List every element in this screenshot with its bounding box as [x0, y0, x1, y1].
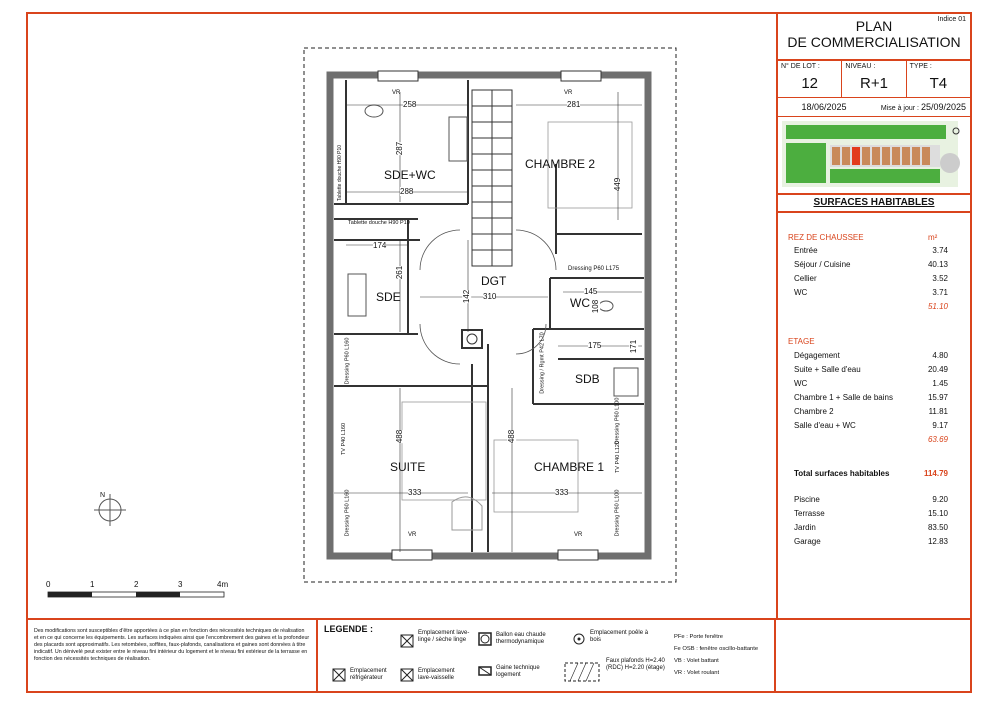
site-plan-thumbnail: [778, 117, 970, 195]
dim-261: 261: [395, 265, 405, 280]
note-dressing-suite-1: Dressing P60 L160: [344, 337, 351, 385]
lot-label: N° DE LOT :: [781, 63, 820, 70]
total-value: 114.79: [923, 469, 948, 478]
lave-linge-icon: [400, 634, 414, 648]
dim-258: 258: [403, 100, 417, 109]
rdc-row: [794, 288, 948, 297]
note-tablette-2: Tablette douche H90 P10: [348, 220, 410, 226]
row-value: 1.45: [932, 379, 948, 388]
row-name: Jardin: [794, 523, 816, 532]
vr-label-1: VR: [392, 90, 401, 96]
north-arrow: [94, 494, 126, 526]
surfaces-title: SURFACES HABITABLES: [813, 197, 935, 208]
surfaces-table: [778, 211, 970, 561]
window-3: [392, 550, 432, 560]
type-value: T4: [929, 75, 948, 92]
toilet-2: [599, 301, 613, 311]
dim-310: 310: [483, 292, 497, 301]
gaine-icon: [478, 666, 492, 676]
total-row: [794, 469, 948, 478]
window-1: [378, 71, 418, 81]
room-suite: SUITE: [390, 460, 426, 474]
scale-2: 2: [134, 580, 139, 589]
row-name: Chambre 2: [794, 407, 834, 416]
unit-label: m²: [928, 233, 938, 242]
niveau-label: NIVEAU :: [845, 63, 876, 70]
row-name: Terrasse: [794, 509, 825, 518]
legend: [318, 620, 776, 693]
note-tv-suite: TV P40 L160: [341, 422, 348, 456]
armchair-icon: [452, 497, 482, 530]
row-name: Entrée: [794, 246, 818, 255]
dim-108: 108: [591, 299, 601, 314]
title-line-2: DE COMMERCIALISATION: [787, 34, 961, 50]
row-name: Cellier: [794, 274, 817, 283]
dim-174: 174: [373, 241, 387, 250]
bed-suite: [402, 402, 486, 500]
legend-lave-vaisselle: Emplacement lave-vaisselle: [418, 668, 455, 681]
row-name: Chambre 1 + Salle de bains: [794, 393, 893, 402]
boiler-icon: [462, 330, 482, 348]
legend-vr: VR : Volet roulant: [674, 670, 720, 676]
lot-value: 12: [801, 75, 818, 92]
etage-subtotal-value: 63.69: [927, 435, 948, 444]
row-name: WC: [794, 379, 808, 388]
ballon-icon: [478, 632, 492, 646]
partitions: [334, 80, 644, 552]
poele-icon: [572, 632, 586, 646]
update-block: [870, 102, 970, 112]
disclaimer: Des modifications sont susceptibles d'être apportées à ce plan en fonction des nécessités techniques de réalisation et en ce qui concerne les équipements. Les surfaces indiquées ainsi que l'encombrement des gaines et la profondeur des placards sont approximatifs. Les retombées, soffites, faux-plafonds, canalisations et gaines sont données à titre indicatif. Un dénivelé peut exister entre le niveau fini intérieur du logement et le niveau fini extérieur de la terrasse en fonction des nécessités techniques de réalisation.: [28, 620, 318, 693]
etage-row: [794, 379, 948, 388]
date-row: [778, 98, 970, 117]
window-2: [561, 71, 601, 81]
dim-287: 287: [395, 141, 405, 156]
annexe-row: [794, 509, 948, 518]
scale-1: 1: [90, 580, 95, 589]
niveau-value: R+1: [860, 75, 888, 92]
rdc-row: [794, 274, 948, 283]
vr-label-4: VR: [574, 532, 583, 538]
legend-pfe: PFe : Porte fenêtre: [674, 634, 723, 640]
dim-175: 175: [588, 341, 602, 350]
floor-plan: [28, 14, 776, 618]
date: 18/06/2025: [801, 102, 847, 112]
row-name: WC: [794, 288, 808, 297]
room-sde: SDE: [376, 290, 401, 304]
etage-row: [794, 351, 948, 360]
rdc-row: [794, 246, 948, 255]
note-tv-c1: TV P40 L120: [615, 440, 622, 474]
legend-gaine: Gaine technique logement: [496, 665, 540, 678]
vanity-1: [449, 117, 467, 161]
room-sde-wc: SDE+WC: [384, 168, 436, 182]
row-value: 3.71: [932, 288, 948, 297]
etage-row: [794, 393, 948, 402]
legend-refrigerateur: Emplacement réfrigérateur: [350, 668, 387, 681]
row-value: 9.17: [932, 421, 948, 430]
row-value: 9.20: [932, 495, 948, 504]
lot-cell: [778, 61, 842, 97]
north-label: N: [100, 492, 106, 499]
lave-vaisselle-icon: [400, 668, 414, 682]
update-label: Mise à jour :: [880, 105, 919, 112]
legend-fe-osb: Fe OSB : fenêtre oscillo-battante: [674, 646, 759, 652]
etage-label: ETAGE: [788, 337, 815, 346]
etage-row: [794, 365, 948, 374]
row-value: 12.83: [927, 537, 948, 546]
site-plan-image: [778, 117, 968, 191]
row-name: Suite + Salle d'eau: [794, 365, 861, 374]
toilet-1: [365, 105, 383, 117]
dim-449: 449: [613, 177, 623, 192]
annexe-row: [794, 537, 948, 546]
vanity-3: [614, 368, 638, 396]
row-value: 4.80: [932, 351, 948, 360]
window-4: [558, 550, 598, 560]
note-dressing-c1a: Dressing P60 L100: [614, 397, 621, 445]
update-date: 25/09/2025: [920, 102, 966, 112]
row-name: Garage: [794, 537, 821, 546]
row-value: 40.13: [927, 260, 948, 269]
room-chambre1: CHAMBRE 1: [534, 460, 605, 474]
room-chambre2: CHAMBRE 2: [525, 157, 596, 171]
dim-142: 142: [462, 289, 472, 304]
scale-4m: 4m: [217, 580, 229, 589]
note-dressing-c2: Dressing P60 L175: [568, 266, 620, 272]
total-label: Total surfaces habitables: [794, 469, 890, 478]
dim-171: 171: [629, 339, 639, 354]
scale-bar: [48, 592, 224, 597]
legend-vb: VB : Volet battant: [674, 658, 719, 664]
room-dgt: DGT: [481, 274, 507, 288]
row-name: Salle d'eau + WC: [794, 421, 856, 430]
rdc-subtotal-value: 51.10: [927, 302, 948, 311]
legend-lave-linge: Emplacement lave-linge / sèche linge: [418, 630, 470, 643]
scale-3: 3: [178, 580, 183, 589]
refrigerateur-icon: [332, 668, 346, 682]
legend-title: LEGENDE :: [324, 624, 374, 634]
row-value: 3.74: [932, 246, 948, 255]
rdc-subtotal: [794, 302, 948, 311]
note-dressing-c1b: Dressing P60 L100: [614, 489, 621, 537]
type-cell: [907, 61, 970, 97]
dim-333-suite: 333: [408, 488, 422, 497]
note-dressing-rgmt: Dressing / Rgmt P42 L70: [539, 332, 546, 394]
indice: Indice 01: [937, 16, 966, 23]
niveau-cell: [842, 61, 906, 97]
vr-label-3: VR: [408, 532, 417, 538]
row-name: Piscine: [794, 495, 820, 504]
scale-0: 0: [46, 580, 51, 589]
dim-488-suite: 488: [395, 429, 405, 444]
annexe-row: [794, 523, 948, 532]
row-value: 11.81: [928, 407, 948, 416]
row-name: Séjour / Cuisine: [794, 260, 851, 269]
lot-row: [778, 61, 970, 98]
note-tablette-1: Tablette douche H90 P10: [337, 144, 344, 202]
legend-faux-plafonds: Faux plafonds H=2.40 (RDC) H=2.20 (étage): [606, 658, 665, 671]
etage-row: [794, 407, 948, 416]
legend-poele: Emplacement poêle à bois: [590, 630, 649, 643]
dim-288: 288: [400, 187, 414, 196]
dim-333-chambre1: 333: [555, 488, 569, 497]
row-value: 3.52: [932, 274, 948, 283]
rdc-row: [794, 260, 948, 269]
info-panel: [776, 14, 970, 618]
annexe-row: [794, 495, 948, 504]
row-value: 83.50: [927, 523, 948, 532]
type-label: TYPE :: [909, 63, 932, 70]
title-block: [778, 14, 970, 61]
vanity-2: [348, 274, 366, 316]
dim-488-chambre1: 488: [507, 429, 517, 444]
row-value: 15.10: [927, 509, 948, 518]
etage-row: [794, 421, 948, 430]
vr-label-2: VR: [564, 90, 573, 96]
bed-chambre1: [494, 440, 578, 512]
row-name: Dégagement: [794, 351, 840, 360]
row-value: 20.49: [927, 365, 948, 374]
etage-subtotal: [794, 435, 948, 444]
room-sdb: SDB: [575, 372, 600, 386]
floor-plan-area: [28, 14, 776, 618]
room-wc: WC: [570, 296, 590, 310]
rdc-label: REZ DE CHAUSSEE: [788, 233, 864, 242]
title-line-1: PLAN: [855, 18, 893, 34]
row-value: 15.97: [927, 393, 948, 402]
dim-145: 145: [584, 287, 598, 296]
staircase: [472, 90, 512, 266]
dim-281: 281: [567, 100, 581, 109]
legend-ballon: Ballon eau chaude thermodynamique: [496, 632, 546, 645]
footer-strip: [28, 618, 970, 693]
faux-plafonds-icon: [564, 662, 600, 682]
note-dressing-suite-2: Dressing P60 L160: [344, 489, 351, 537]
